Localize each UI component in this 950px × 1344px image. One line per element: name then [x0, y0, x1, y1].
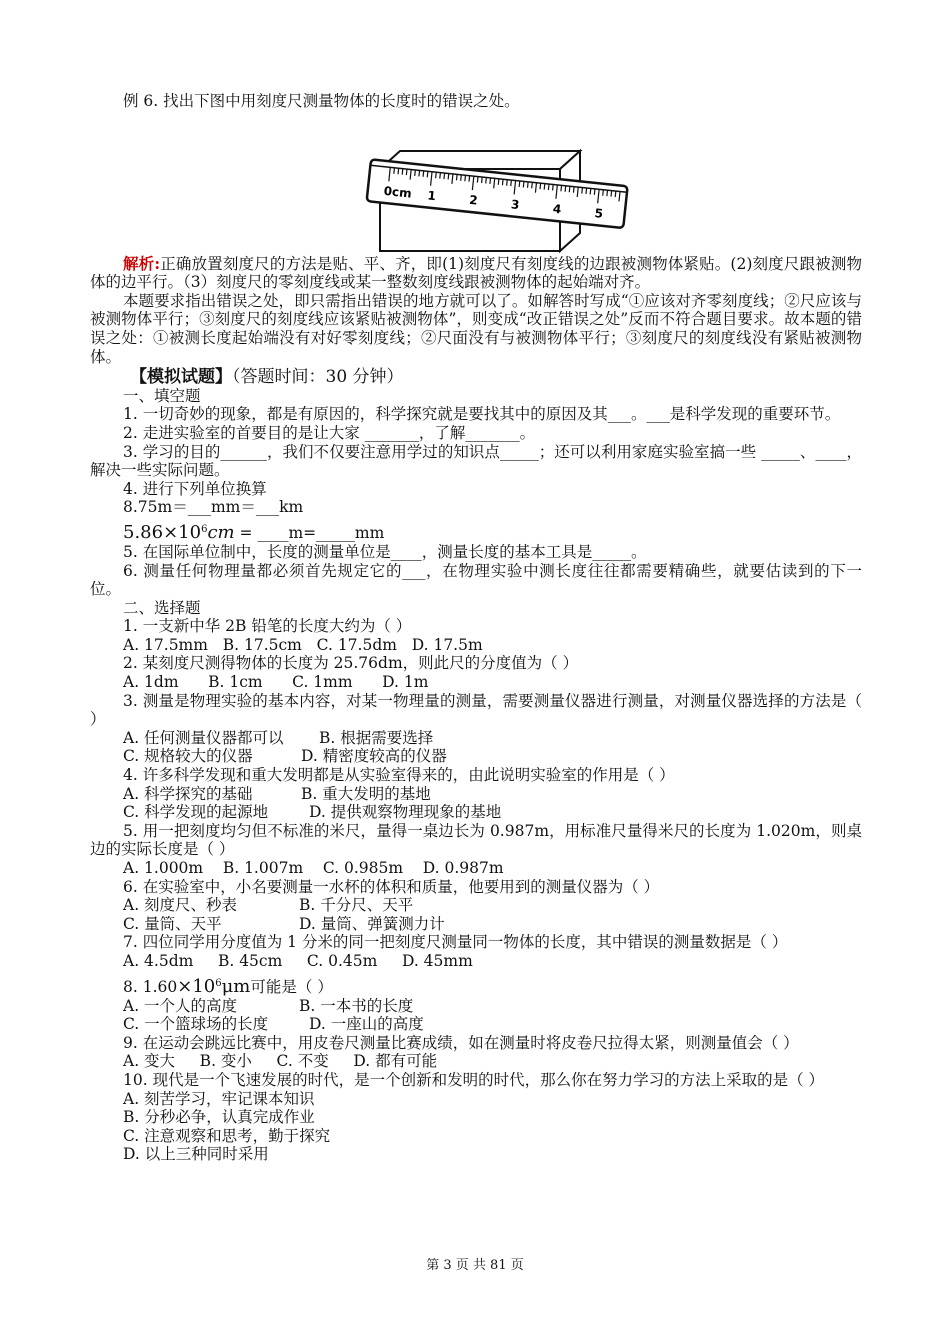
ruler-tick	[615, 191, 616, 197]
q8-suffix: 可能是（ ）	[250, 977, 333, 996]
q8-option-c: C. 一个篮球场的长度	[123, 1015, 269, 1034]
choice-q6-options-row1	[90, 896, 862, 915]
q4b-unit: cm	[207, 522, 235, 544]
fill-q2: 2. 走进实验室的首要目的是让大家 _______，了解_______。	[123, 423, 536, 442]
ruler-tick	[477, 176, 478, 182]
q10-option-b: B. 分秒必争，认真完成作业	[123, 1108, 315, 1127]
fill-q6: 6. 测量任何物理量都必须首先规定它的___，在物理实验中测长度往往都需要精确些，就要估读到的下一位。	[90, 561, 862, 599]
mock-heading: 【模拟试题】	[130, 367, 232, 388]
q10-option-a: A. 刻苦学习，牢记课本知识	[123, 1089, 315, 1108]
ruler-tick	[582, 187, 583, 193]
q4b-exponent: 6	[201, 523, 208, 535]
q3-option-a: A. 任何测量仪器都可以	[123, 728, 284, 747]
ruler-label-3: 3	[510, 196, 521, 212]
fill-q4b	[90, 517, 862, 543]
q4-option-d: D. 提供观察物理现象的基地	[309, 803, 502, 822]
ruler-tick	[394, 167, 395, 173]
q4b-number: 5.86	[123, 522, 164, 544]
q8-exponent: 6	[215, 977, 222, 989]
fill-section-title: 一、填空题	[123, 386, 201, 405]
ruler-label-5: 5	[593, 205, 604, 221]
ruler-label-2: 2	[468, 192, 479, 208]
analysis-paragraph-2: 本题要求指出错误之处，即只需指出错误的地方就可以了。如解答时写成“①应该对齐零刻度线；②尺应该与被测物体平行；③刻度尺的刻度线应该紧贴被测物体”，则变成“改正错误之处”反而不符合题目要求。故本题的错误之处：①被测长度起始端没有对好零刻度线；②尺面没有与被测物体平行；③刻度尺的刻度线没有紧贴被测物体。	[90, 291, 862, 366]
analysis-label: 解析:	[123, 253, 161, 273]
ruler-tick	[527, 181, 528, 187]
q3-option-b: B. 根据需要选择	[319, 728, 434, 747]
ruler-tick	[502, 179, 503, 185]
q6-option-a: A. 刻度尺、秒表	[123, 896, 238, 915]
choice-q4: 4. 许多科学发现和重大发明都是从实验室得来的，由此说明实验室的作用是（ ）	[123, 766, 675, 785]
choice-q3: 3. 测量是物理实验的基本内容，对某一物理量的测量，需要测量仪器进行测量，对测量仪器选择的方法是（ ）	[90, 691, 862, 729]
analysis-text-1: 正确放置刻度尺的方法是贴、平、齐，即(1)刻度尺有刻度线的边跟被测物体紧贴。(2)刻度尺跟被测物体的边平行。（3）刻度尺的零刻度线或某一整数刻度线跟被测物体的起始端对齐。	[90, 254, 862, 292]
choice-section-title: 二、选择题	[123, 598, 201, 617]
ruler-tick	[448, 173, 449, 179]
choice-q10: 10. 现代是一个飞速发展的时代，是一个创新和发明的时代，那么你在努力学习的方法上采取的是（ ）	[123, 1070, 825, 1089]
ruler-tick	[507, 179, 508, 185]
ruler-tick	[586, 188, 587, 194]
mock-heading-line	[90, 368, 862, 387]
ruler-tick	[594, 188, 595, 194]
q4b-rest: = ____m=_____mm	[234, 524, 385, 543]
q4b-times: ×10	[163, 522, 202, 544]
choice-q1-options: A. 17.5mm B. 17.5cm C. 17.5dm D. 17.5m	[123, 635, 483, 654]
choice-q6: 6. 在实验室中，小名要测量一水杯的体积和质量，他要用到的测量仪器为（ ）	[123, 877, 660, 896]
choice-q3-options-row1	[90, 729, 862, 748]
ruler-tick	[398, 168, 399, 174]
fill-q3: 3. 学习的目的______，我们不仅要注意用学过的知识点_____；还可以利用家庭实验室搞一些 _____、____，解决一些实际问题。	[90, 442, 862, 480]
mock-time-note: （答题时间：30 分钟）	[232, 367, 404, 388]
ruler-tick	[456, 174, 457, 180]
choice-q2-options: A. 1dm B. 1cm C. 1mm D. 1m	[123, 673, 429, 692]
document-body	[90, 92, 862, 1164]
ruler-tick	[486, 177, 487, 183]
analysis-paragraph-1	[90, 255, 862, 292]
choice-q2: 2. 某刻度尺测得物体的长度为 25.76dm，则此尺的分度值为（ ）	[123, 654, 579, 673]
ruler-tick	[519, 181, 520, 187]
ruler-tick	[548, 184, 549, 190]
ruler-tick	[461, 174, 462, 180]
q8-unit: μm	[221, 975, 251, 997]
ruler-tick	[415, 170, 416, 176]
q10-option-d: D. 以上三种同时采用	[123, 1145, 269, 1164]
ruler-tick	[465, 175, 466, 181]
choice-q5-options: A. 1.000m B. 1.007m C. 0.985m D. 0.987m	[123, 859, 504, 877]
ruler-tick	[402, 168, 403, 174]
ruler-tick	[490, 178, 491, 184]
ruler-label-4: 4	[552, 201, 562, 217]
ruler-label-1: 1	[426, 188, 437, 203]
q6-option-d: D. 量筒、弹簧测力计	[299, 914, 445, 933]
fill-q4a: 8.75m＝___mm＝___km	[123, 498, 304, 517]
q10-option-c: C. 注意观察和思考，勤于探究	[123, 1126, 331, 1145]
ruler-tick	[540, 183, 541, 189]
choice-q4-options-row1	[90, 785, 862, 804]
example-title: 例 6. 找出下图中用刻度尺测量物体的长度时的错误之处。	[123, 92, 520, 110]
q8-prefix: 8. 1.60	[123, 977, 178, 996]
q4-option-c: C. 科学发现的起源地	[123, 803, 269, 822]
page-footer: 第 3 页 共 81 页	[426, 1258, 524, 1273]
q4-option-a: A. 科学探究的基础	[123, 784, 253, 803]
choice-q6-options-row2	[90, 915, 862, 934]
ruler-tick	[607, 190, 608, 196]
ruler-tick	[573, 186, 574, 192]
choice-q5: 5. 用一把刻度均匀但不标准的米尺，量得一桌边长为 0.987m，用标准尺量得米尺的长度为 1.020m，则桌边的实际长度是（ ）	[90, 821, 862, 859]
choice-q9: 9. 在运动会跳远比赛中，用皮卷尺测量比赛成绩，如在测量时将皮卷尺拉得太紧，则测量值会（ ）	[123, 1033, 799, 1052]
ruler-tick	[532, 182, 533, 188]
ruler-tick	[436, 172, 437, 178]
ruler-tick	[427, 171, 428, 177]
fill-q4: 4. 进行下列单位换算	[123, 479, 267, 498]
ruler-tick	[423, 170, 424, 176]
ruler-tick	[569, 186, 570, 192]
fill-q5: 5. 在国际单位制中，长度的测量单位是____，测量长度的基本工具是_____。	[123, 542, 647, 561]
q3-option-c: C. 规格较大的仪器	[123, 747, 253, 766]
fill-q1: 1. 一切奇妙的现象，都是有原因的，科学探究就是要找其中的原因及其___。___是科学发现的重要环节。	[123, 405, 841, 424]
ruler-tick	[565, 185, 566, 191]
q8-option-d: D. 一座山的高度	[309, 1015, 424, 1034]
ruler-tick	[469, 175, 470, 181]
ruler-label-0: 0cm	[383, 183, 413, 201]
ruler-tick	[603, 189, 604, 195]
q6-option-c: C. 量筒、天平	[123, 914, 222, 933]
choice-q4-options-row2	[90, 803, 862, 822]
ruler-tick	[419, 170, 420, 176]
ruler-tick	[444, 173, 445, 179]
ruler-tick	[482, 177, 483, 183]
q8-option-a: A. 一个人的高度	[123, 996, 238, 1015]
q4-option-b: B. 重大发明的基地	[301, 784, 431, 803]
q8-option-b: B. 一本书的长度	[299, 996, 414, 1015]
choice-q8-options-row1	[90, 997, 862, 1016]
ruler-tick	[498, 178, 499, 184]
choice-q8	[90, 971, 862, 997]
ruler-tick	[406, 169, 407, 175]
ruler-tick	[611, 190, 612, 196]
choice-q7-options: A. 4.5dm B. 45cm C. 0.45m D. 45mm	[123, 951, 473, 970]
q3-option-d: D. 精密度较高的仪器	[301, 747, 447, 766]
ruler-tick	[511, 180, 512, 186]
ruler-tick	[590, 188, 591, 194]
choice-q3-options-row2	[90, 747, 862, 766]
ruler-tick	[561, 185, 562, 191]
ruler-figure	[90, 115, 862, 255]
ruler-tick	[440, 172, 441, 178]
choice-q8-options-row2	[90, 1015, 862, 1034]
q8-times: ×10	[177, 975, 216, 997]
choice-q9-options: A. 变大 B. 变小 C. 不变 D. 都有可能	[123, 1052, 438, 1071]
ruler-tick	[544, 183, 545, 189]
ruler-tick	[523, 181, 524, 187]
ruler-tick	[553, 184, 554, 190]
q6-option-b: B. 千分尺、天平	[299, 896, 414, 915]
choice-q1: 1. 一支新中华 2B 铅笔的长度大约为（ ）	[123, 617, 412, 636]
ruler-measurement-illustration	[360, 115, 630, 255]
choice-q7: 7. 四位同学用分度值为 1 分米的同一把刻度尺测量同一物体的长度，其中错误的测量数据是（ ）	[123, 933, 788, 952]
